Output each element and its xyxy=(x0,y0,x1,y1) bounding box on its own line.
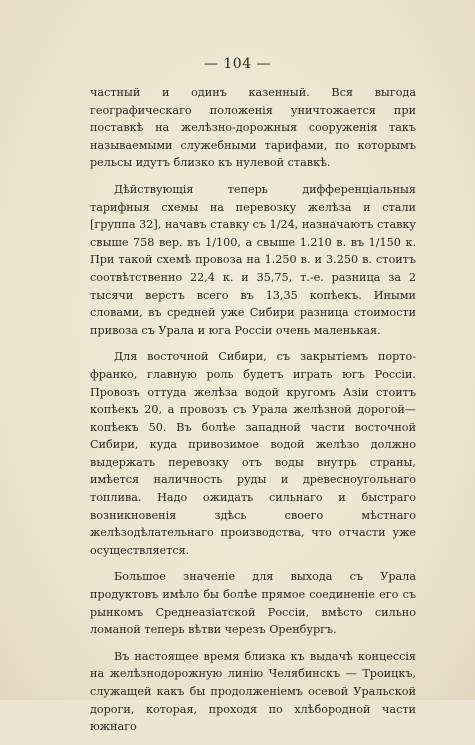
paragraph-5: Въ настоящее время близка къ выдачѣ концессія на желѣзнодорожную линію Челябинскъ — Троицкъ, служащей какъ бы продолженіемъ осевой Уральской дороги, которая, проходя по хлѣбородной части южнаго xyxy=(90,649,416,734)
body-text xyxy=(90,84,416,745)
page-number: — 104 — xyxy=(203,56,272,72)
paragraph-2: Дѣйствующія теперь дифференціальныя тарифныя схемы на перевозку желѣза и стали [группа 32], начавъ ставку съ 1/24, назначаютъ ставку свыше 758 вер. въ 1/100, а свыше 1.210 в. въ 1/150 к. При такой схемѣ провоза на 1.250 в. и 3.250 в. стоитъ соотвѣтственно 22,4 к. и 35,75, т.-е. разница за 2 тысячи верстъ всего въ 13,35 копѣекъ. Иными словами, въ средней уже Сибири разница стоимости привоза съ Урала и юга Россіи очень маленькая. xyxy=(90,182,416,337)
paragraph-3: Для восточной Сибири, съ закрытіемъ порто-франко, главную роль будетъ играть югъ Россіи. Провозъ оттуда желѣза водой кругомъ Азіи стоитъ копѣекъ 20, а провозъ съ Урала желѣзной дорогой—копѣекъ 50. Въ болѣе западной части восточной Сибири, куда привозимое водой желѣзо должно выдержать перевозку отъ воды внутрь страны, имѣется наличность руды и древесноугольнаго топлива. Надо ожидать сильнаго и быстраго возникновенія здѣсь своего мѣстнаго желѣзодѣлательнаго производства, что отчасти уже осуществляется. xyxy=(90,350,416,557)
paragraph-1: частный и одинъ казенный. Вся выгода географическаго положенія уничтожается при поставкѣ на желѣзно-дорожныя сооруженія такъ называемыми служебными тарифами, по которымъ рельсы идутъ близко къ нулевой ставкѣ. xyxy=(90,86,416,170)
paragraph-4: Большое значеніе для выхода съ Урала продуктовъ имѣло бы болѣе прямое соединеніе его съ рынкомъ Среднеазіатской Россіи, вмѣсто сильно ломаной теперь вѣтви черезъ Оренбургъ. xyxy=(90,570,416,637)
